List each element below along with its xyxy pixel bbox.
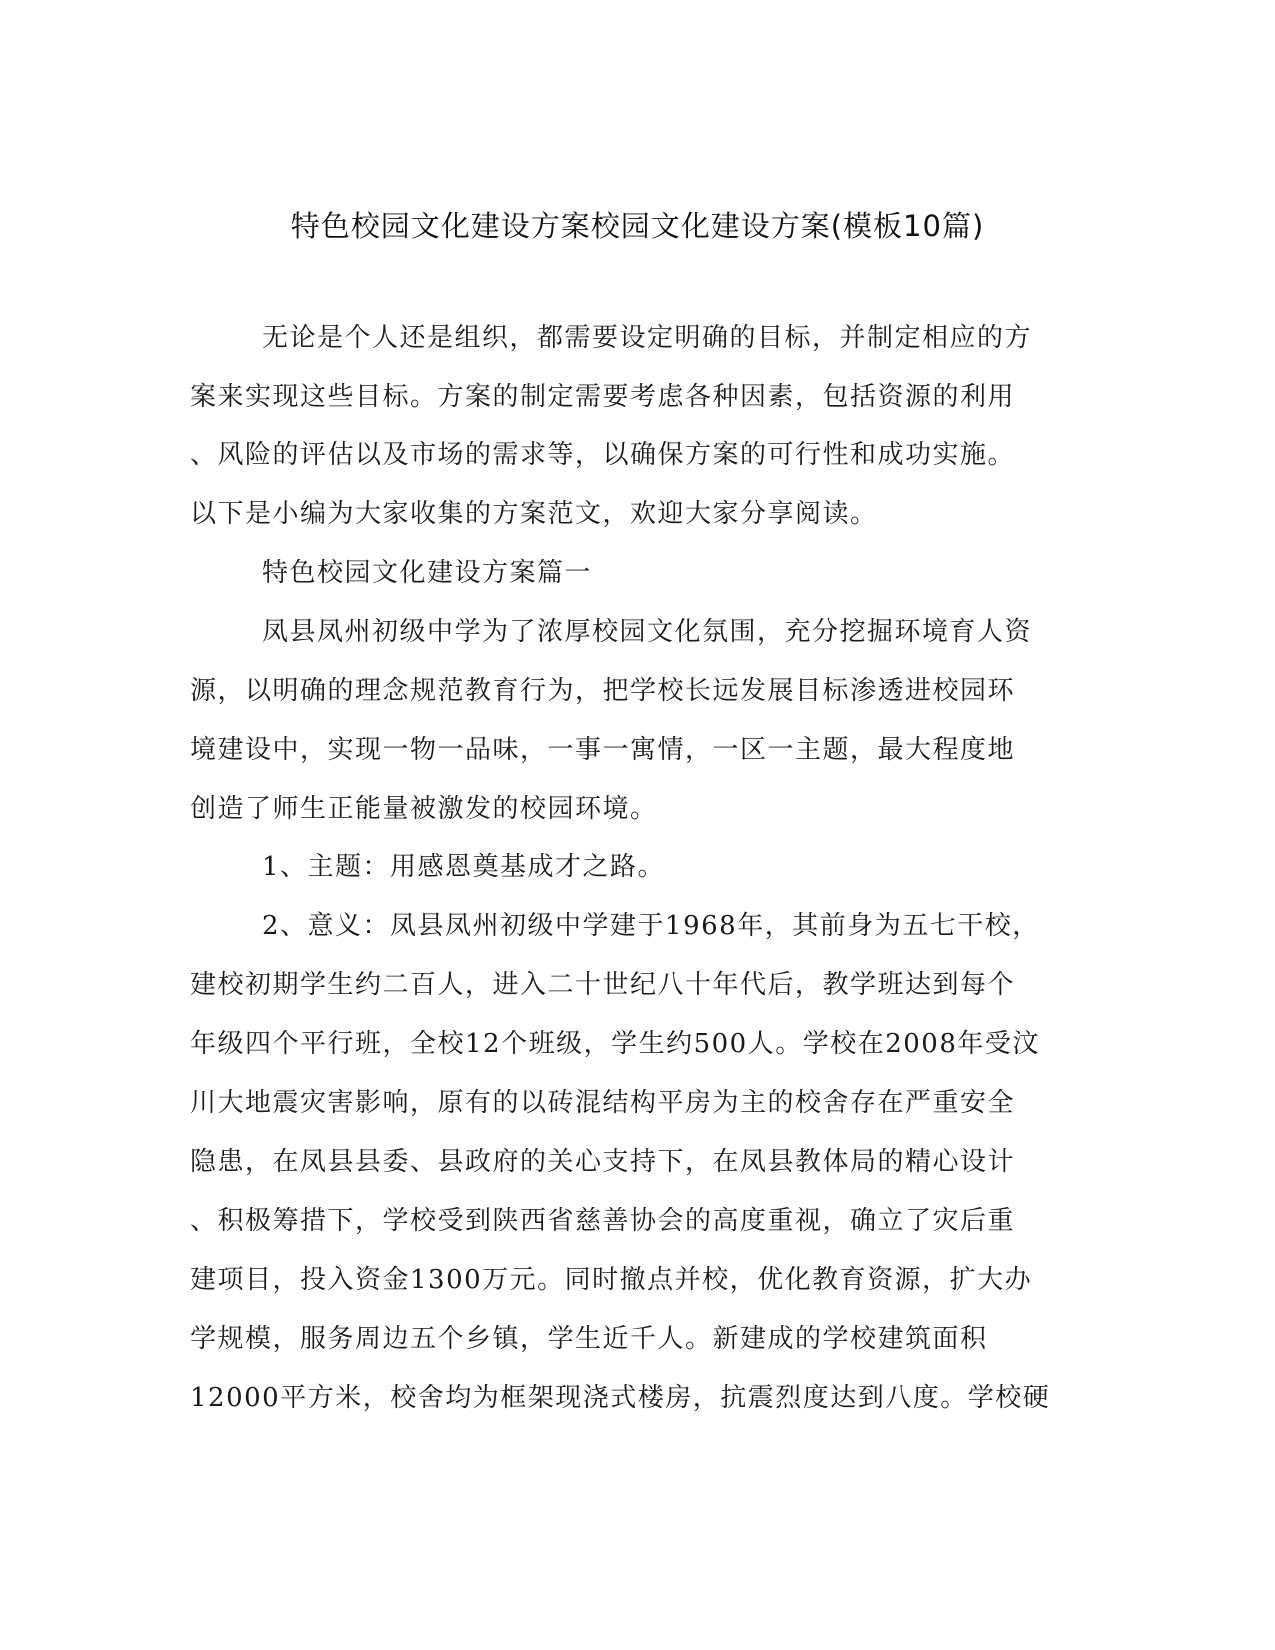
paragraph-line: 隐患，在凤县县委、县政府的关心支持下，在凤县教体局的精心设计 bbox=[190, 1147, 1016, 1177]
paragraph-line: 以下是小编为大家收集的方案范文，欢迎大家分享阅读。 bbox=[190, 499, 878, 529]
paragraph-line: 2、意义：凤县凤州初级中学建于1968年，其前身为五七干校， bbox=[262, 911, 1040, 941]
section-heading: 特色校园文化建设方案篇一 bbox=[262, 558, 593, 588]
paragraph-line: 、风险的评估以及市场的需求等，以确保方案的可行性和成功实施。 bbox=[190, 440, 1016, 470]
paragraph-line: 学规模，服务周边五个乡镇，学生近千人。新建成的学校建筑面积 bbox=[190, 1324, 988, 1354]
paragraph-line: 川大地震灾害影响，原有的以砖混结构平房为主的校舍存在严重安全 bbox=[190, 1088, 1016, 1118]
paragraph-line: 12000平方米，校舍均为框架现浇式楼房，抗震烈度达到八度。学校硬 bbox=[190, 1383, 1051, 1413]
paragraph-line: 建项目，投入资金1300万元。同时撤点并校，优化教育资源，扩大办 bbox=[190, 1265, 1033, 1295]
paragraph-line: 、积极筹措下，学校受到陕西省慈善协会的高度重视，确立了灾后重 bbox=[190, 1206, 1016, 1236]
paragraph-line: 源，以明确的理念规范教育行为，把学校长远发展目标渗透进校园环 bbox=[190, 676, 1016, 706]
paragraph-line: 1、主题：用感恩奠基成才之路。 bbox=[262, 852, 666, 882]
paragraph-line: 境建设中，实现一物一品味，一事一寓情，一区一主题，最大程度地 bbox=[190, 735, 1016, 765]
document-title: 特色校园文化建设方案校园文化建设方案(模板10篇) bbox=[290, 209, 985, 243]
paragraph-line: 凤县凤州初级中学为了浓厚校园文化氛围，充分挖掘环境育人资 bbox=[262, 617, 1033, 647]
paragraph-line: 无论是个人还是组织，都需要设定明确的目标，并制定相应的方 bbox=[262, 323, 1033, 353]
paragraph-line: 创造了师生正能量被激发的校园环境。 bbox=[190, 794, 658, 824]
paragraph-line: 案来实现这些目标。方案的制定需要考虑各种因素，包括资源的利用 bbox=[190, 382, 1016, 412]
paragraph-line: 年级四个平行班，全校12个班级，学生约500人。学校在2008年受汶 bbox=[190, 1029, 1040, 1059]
paragraph-line: 建校初期学生约二百人，进入二十世纪八十年代后，教学班达到每个 bbox=[190, 970, 1016, 1000]
